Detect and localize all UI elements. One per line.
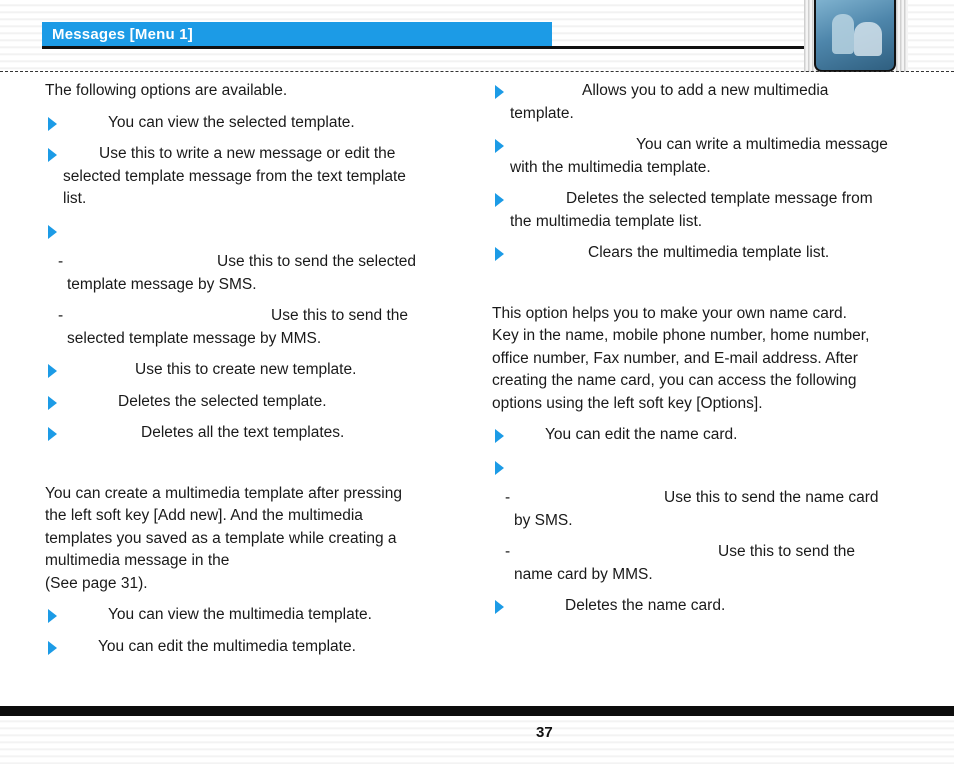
list-item: You can edit the multimedia template.: [45, 636, 430, 659]
left-column: [45, 80, 430, 658]
sub-list-item: - Use this to send the name card by SMS.: [505, 489, 879, 529]
multimedia-paragraph: You can create a multimedia template after pressing the left soft key [Add new]. And the multimedia templates you saved as a template while creating a multimedia message in the (See page 31).: [45, 484, 402, 592]
sub-list-item: - Use this to send the selected template message by SMS.: [58, 253, 417, 293]
right-column: [492, 80, 892, 618]
list-item: Allows you to add a new multimedia template.: [492, 80, 892, 125]
list-item: Deletes the selected template.: [45, 391, 430, 414]
sub-list-item: - Use this to send the name card by MMS.: [505, 543, 855, 583]
triangle-right-icon: [48, 364, 57, 378]
triangle-right-icon: [495, 429, 504, 443]
footer-rule: [0, 706, 954, 716]
list-item: Deletes the selected template message from the multimedia template list.: [492, 188, 892, 233]
triangle-right-icon: [48, 396, 57, 410]
list-item: You can edit the name card.: [492, 424, 892, 447]
list-item: You can write a multimedia message with the multimedia template.: [492, 134, 892, 179]
triangle-right-icon: [495, 247, 504, 261]
triangle-right-icon: [495, 461, 504, 475]
list-item: Use this to create new template.: [45, 359, 430, 382]
list-item: You can view the multimedia template.: [45, 604, 430, 627]
triangle-right-icon: [495, 139, 504, 153]
header-dashed-divider: [0, 71, 954, 72]
triangle-right-icon: [48, 427, 57, 441]
page-header: [0, 0, 954, 72]
screen-figure: [854, 22, 882, 56]
triangle-right-icon: [48, 117, 57, 131]
list-item: Clears the multimedia template list.: [492, 242, 892, 265]
phone-screen: [814, 0, 896, 72]
list-item: Deletes all the text templates.: [45, 422, 430, 445]
sub-list-item: - Use this to send the selected template message by MMS.: [58, 307, 408, 347]
intro-text: The following options are available.: [45, 82, 288, 99]
header-rule: [42, 46, 804, 49]
list-item: [45, 220, 430, 243]
triangle-right-icon: [48, 641, 57, 655]
page-footer: [0, 716, 954, 764]
list-item: You can view the selected template.: [45, 112, 430, 135]
screen-figure: [832, 14, 854, 54]
triangle-right-icon: [495, 600, 504, 614]
list-item: Deletes the name card.: [492, 595, 892, 618]
list-item: [492, 456, 892, 479]
triangle-right-icon: [48, 609, 57, 623]
triangle-right-icon: [48, 225, 57, 239]
triangle-right-icon: [48, 148, 57, 162]
section-title: Messages [Menu 1]: [52, 26, 193, 43]
section-title-bar: [42, 22, 552, 46]
phone-image: [804, 0, 908, 72]
triangle-right-icon: [495, 85, 504, 99]
page-number: 37: [536, 724, 553, 741]
triangle-right-icon: [495, 193, 504, 207]
list-item: Use this to write a new message or edit the selected template message from the text template list.: [45, 143, 430, 211]
name-card-paragraph: This option helps you to make your own name card. Key in the name, mobile phone number, home number, office number, Fax number, and E-mail address. After creating the name card, you can access the following options using the left soft key [Options].: [492, 304, 870, 412]
